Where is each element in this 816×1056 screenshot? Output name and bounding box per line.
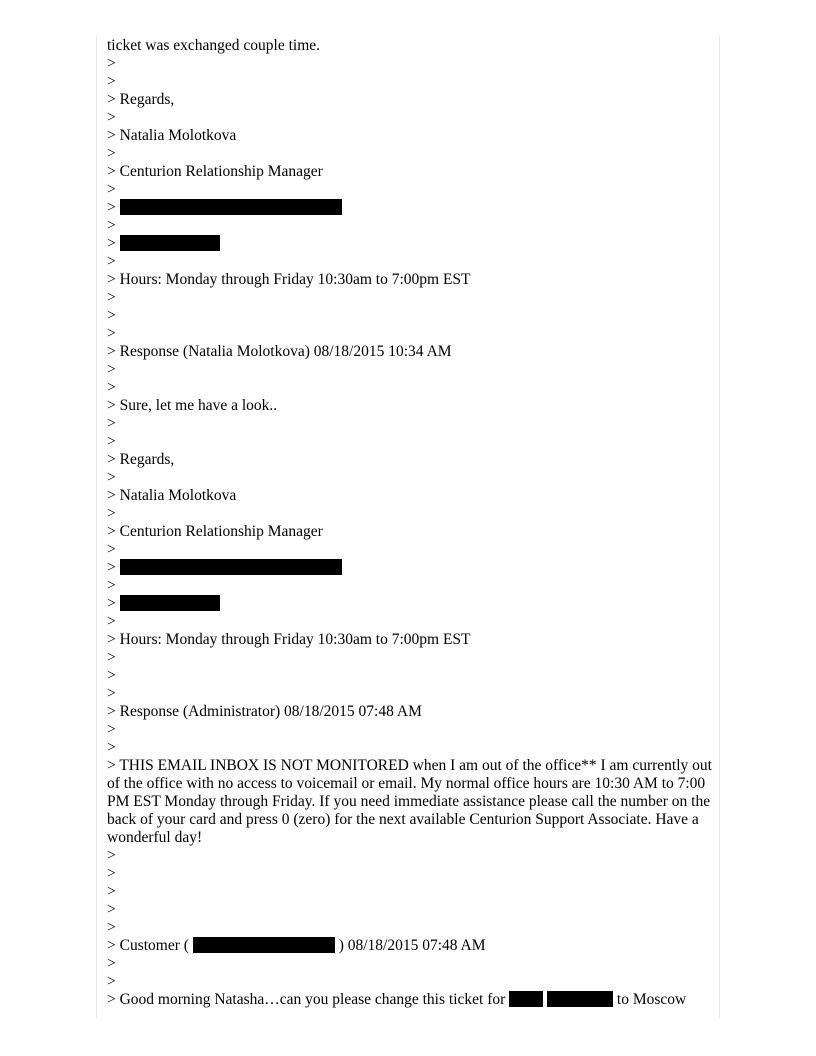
quote-marker: > — [107, 613, 116, 630]
quote-marker: > — [107, 325, 116, 342]
quote-marker: > — [107, 595, 116, 612]
quote-marker: > — [107, 415, 116, 432]
signature-title: > Centurion Relationship Manager — [107, 523, 323, 540]
quote-marker: > — [107, 955, 116, 972]
quote-marker: > — [107, 973, 116, 990]
quote-marker: > — [107, 379, 116, 396]
quote-marker: > — [107, 559, 116, 576]
quote-marker: > — [107, 181, 116, 198]
response-header: > Response (Administrator) 08/18/2015 07:48 AM — [107, 703, 422, 720]
quote-marker: > — [107, 145, 116, 162]
quote-marker: > — [107, 505, 116, 522]
signature-name: > Natalia Molotkova — [107, 127, 237, 144]
customer-message-tail: to Moscow — [616, 991, 687, 1008]
text-line: > Sure, let me have a look.. — [107, 397, 278, 414]
customer-header — [107, 937, 712, 955]
redaction-bar — [509, 991, 543, 1007]
quote-marker: > — [107, 433, 116, 450]
customer-message-text: > Good morning Natasha…can you please change this ticket for — [107, 991, 506, 1008]
redacted-line — [107, 559, 712, 577]
signature-regards: > Regards, — [107, 91, 175, 108]
quote-marker: > — [107, 199, 116, 216]
quote-marker: > — [107, 235, 116, 252]
signature-title: > Centurion Relationship Manager — [107, 163, 323, 180]
quote-marker: > — [107, 649, 116, 666]
signature-hours: > Hours: Monday through Friday 10:30am to 7:00pm EST — [107, 271, 471, 288]
quote-marker: > — [107, 901, 116, 918]
redacted-line — [107, 199, 712, 217]
customer-label: > Customer ( — [107, 937, 189, 954]
text-line: ticket was exchanged couple time. — [107, 37, 321, 54]
quote-marker: > — [107, 919, 116, 936]
quote-marker: > — [107, 469, 116, 486]
redacted-line — [107, 235, 712, 253]
auto-reply-paragraph: > THIS EMAIL INBOX IS NOT MONITORED when I am out of the office** I am currently out of the office with no access to voicemail or email. My normal office hours are 10:30 AM to 7:00 PM EST Monday through Friday. If you need immediate assistance please call the number on the back of your card and press 0 (zero) for the next available Centurion Support Associate. Have a wonderful day! — [107, 757, 712, 846]
signature-name: > Natalia Molotkova — [107, 487, 237, 504]
quote-marker: > — [107, 307, 116, 324]
quote-marker: > — [107, 55, 116, 72]
quote-marker: > — [107, 541, 116, 558]
customer-message — [107, 991, 712, 1009]
redaction-bar — [120, 235, 220, 251]
signature-regards: > Regards, — [107, 451, 175, 468]
signature-hours: > Hours: Monday through Friday 10:30am to 7:00pm EST — [107, 631, 471, 648]
quote-marker: > — [107, 865, 116, 882]
quote-marker: > — [107, 253, 116, 270]
redaction-bar — [120, 595, 220, 611]
quote-marker: > — [107, 667, 116, 684]
quote-marker: > — [107, 883, 116, 900]
email-body — [107, 37, 712, 1009]
quote-marker: > — [107, 577, 116, 594]
quote-marker: > — [107, 847, 116, 864]
quote-marker: > — [107, 109, 116, 126]
redaction-bar — [193, 937, 335, 953]
customer-timestamp: ) 08/18/2015 07:48 AM — [338, 937, 486, 954]
response-header: > Response (Natalia Molotkova) 08/18/2015 10:34 AM — [107, 343, 452, 360]
redaction-bar — [120, 559, 342, 575]
quote-marker: > — [107, 361, 116, 378]
quote-marker: > — [107, 289, 116, 306]
redaction-bar — [120, 199, 342, 215]
quote-marker: > — [107, 217, 116, 234]
redacted-line — [107, 595, 712, 613]
redaction-bar — [547, 991, 613, 1007]
quote-marker: > — [107, 73, 116, 90]
quote-marker: > — [107, 721, 116, 738]
quote-marker: > — [107, 685, 116, 702]
quote-marker: > — [107, 739, 116, 756]
